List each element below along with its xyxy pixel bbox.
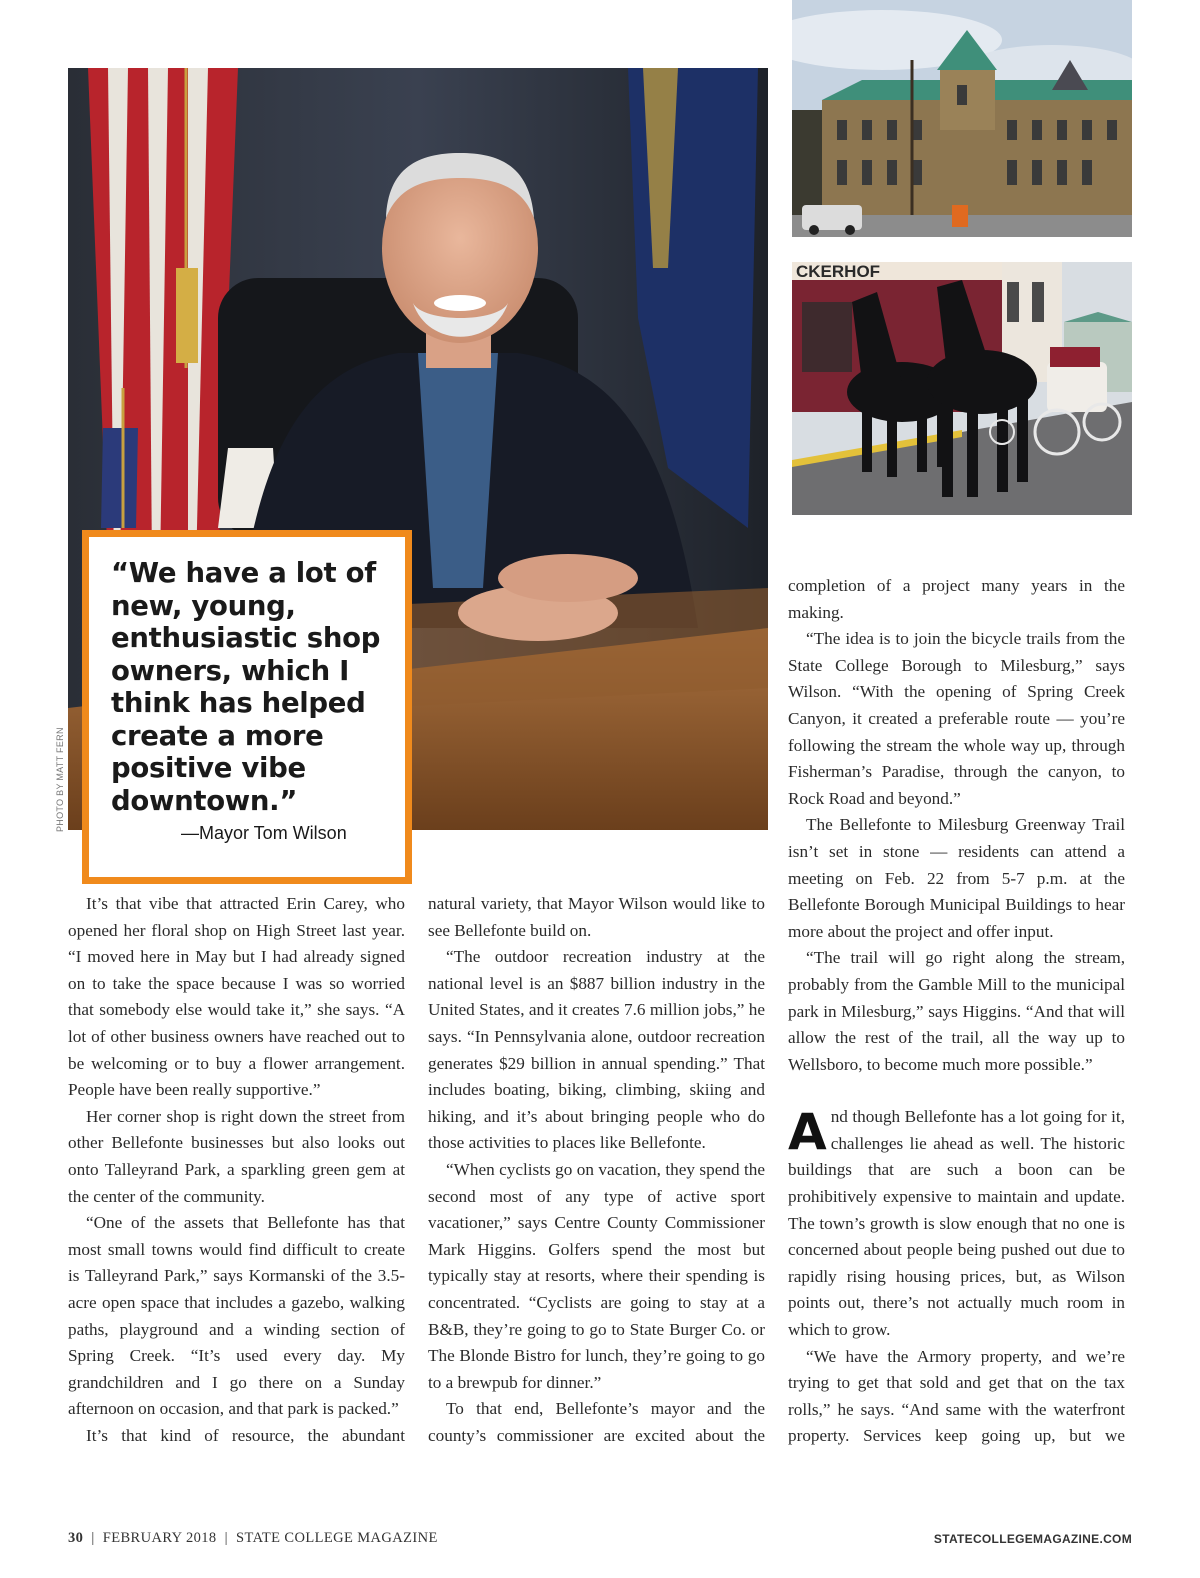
article-column-1 bbox=[68, 891, 405, 1449]
pull-quote-attribution: —Mayor Tom Wilson bbox=[181, 823, 347, 843]
paragraph: It’s that kind of resource, the abundant bbox=[86, 1425, 405, 1445]
paragraph: “The outdoor recreation industry at the national level is an $887 billion industry in the United States, and it creates 7.6 million jobs,” he says. “In Pennsylvania alone, outdoor recreation generates $29 billion in annual spending.” That includes boating, biking, climbing, skiing and hiking, and it’s about bringing people who do those activities to places like Bellefonte. bbox=[428, 947, 765, 1153]
horse-carriage-photo bbox=[792, 262, 1132, 515]
website-url: STATECOLLEGEMAGAZINE.COM bbox=[933, 1532, 1132, 1546]
section-break bbox=[788, 1078, 1125, 1104]
paragraph-with-dropcap bbox=[788, 1104, 1125, 1343]
paragraph: “The idea is to join the bicycle trails from the State College Borough to Milesburg,” says Wilson. “With the opening of Spring Creek Canyon, it created a preferable route — you’re following the stream the whole way up, through Fisherman’s Paradise, through the canyon, to Rock Road and beyond.” bbox=[788, 629, 1125, 808]
article-column-3 bbox=[788, 573, 1125, 1450]
historic-building-photo bbox=[792, 0, 1132, 237]
paragraph: Her corner shop is right down the street from other Bellefonte businesses but also looks out onto Talleyrand Park, a sparkling green gem at the center of the community. bbox=[68, 1106, 405, 1206]
paragraph: “One of the assets that Bellefonte has that most small towns would find difficult to create is Talleyrand Park,” says Kormanski of the 3.5-acre open space that includes a gazebo, walking paths, playground and a winding section of Spring Creek. “It’s used every day. My grandchildren and I go there on a Sunday afternoon on occasion, and that park is packed.” bbox=[68, 1213, 405, 1419]
footer-separator: | bbox=[91, 1530, 95, 1546]
photo-credit: PHOTO BY MATT FERN bbox=[55, 727, 65, 832]
article-column-2 bbox=[428, 891, 765, 1449]
pull-quote-box bbox=[82, 530, 412, 884]
footer-folio bbox=[68, 1530, 438, 1547]
paragraph: The Bellefonte to Milesburg Greenway Trail isn’t set in stone — residents can attend a meeting on Feb. 22 from 5-7 p.m. at the Bellefonte Borough Municipal Buildings to hear more about the project and offer input. bbox=[788, 815, 1125, 941]
pull-quote-text: “We have a lot of new, young, enthusiastic shop owners, which I think has helped create a more positive vibe downtown.” bbox=[111, 557, 381, 817]
magazine-name: STATE COLLEGE MAGAZINE bbox=[236, 1530, 438, 1546]
paragraph: “When cyclists go on vacation, they spend the second most of any type of active sport vacationer,” says Centre County Commissioner Mark Higgins. Golfers spend the most but typically stay at resorts, where their spending is concentrated. “Cyclists are going to stay at a B&B, they’re going to go to State Burger Co. or The Blonde Bistro for lunch, they’re going to go to a brewpub for dinner.” bbox=[428, 1159, 765, 1392]
paragraph-text: nd though Bellefonte has a lot going for it, challenges lie ahead as well. The historic buildings that are such a boon can be prohibitively expensive to maintain and update. The town’s growth is slow enough that no one is concerned about people being pushed out due to rapidly rising housing prices, but, as Wilson points out, there’s not actually much room in which to grow. bbox=[788, 1107, 1125, 1340]
paragraph: “The trail will go right along the stream, probably from the Gamble Mill to the municipal park in Milesburg,” says Higgins. “And that will allow the rest of the trail, all the way up to Wellsboro, to become much more possible.” bbox=[788, 948, 1125, 1074]
paragraph: “We have the Armory property, and we’re trying to get that sold and get that on the tax rolls,” he says. “And same with the waterfront property. Services keep going up, but we bbox=[788, 1346, 1125, 1446]
paragraph: natural variety, that Mayor Wilson would like to see Bellefonte build on. bbox=[428, 894, 765, 940]
paragraph: To that end, Bellefonte’s mayor and the county’s commissioner are excited about the bbox=[428, 1399, 765, 1445]
page-footer bbox=[68, 1530, 1132, 1550]
footer-separator: | bbox=[224, 1530, 228, 1546]
paragraph: completion of a project many years in the making. bbox=[788, 576, 1125, 622]
paragraph: It’s that vibe that attracted Erin Carey, who opened her floral shop on High Street last year. “I moved here in May but I had already signed on to take the space because I was so worried that somebody else would take it,” she says. “A lot of other business owners have reached out to be welcoming or to buy a flower arrangement. People have been really supportive.” bbox=[68, 894, 405, 1100]
issue-date: FEBRUARY 2018 bbox=[102, 1530, 217, 1546]
page-number: 30 bbox=[68, 1530, 84, 1546]
drop-cap: A bbox=[788, 1103, 827, 1162]
storefront-sign: CKERHOF bbox=[796, 262, 881, 281]
